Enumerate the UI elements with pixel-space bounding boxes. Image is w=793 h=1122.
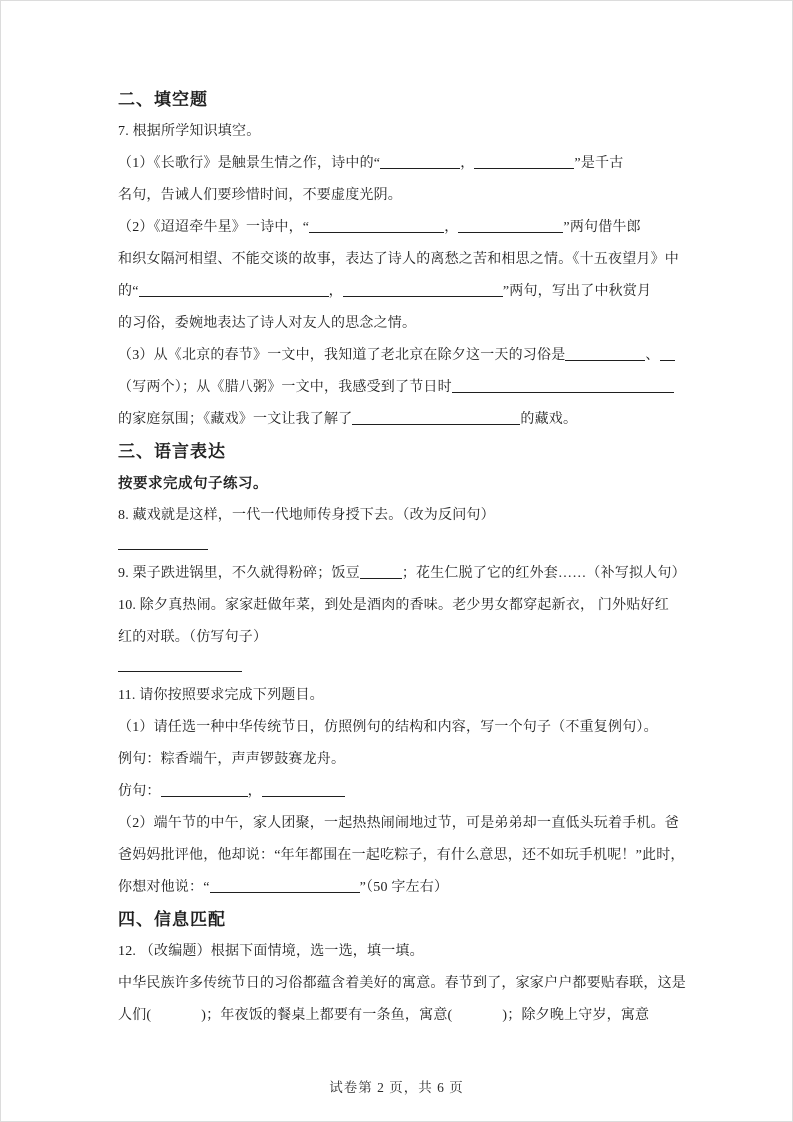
text-run: 8. 藏戏就是这样，一代一代地师传身授下去。（改为反问句） [118, 508, 495, 523]
text-run: 12. （改编题）根据下面情境，选一选，填一填。 [118, 944, 424, 959]
q10-line-2 [118, 622, 683, 654]
blank-underline [452, 379, 674, 393]
q7-3-line-2 [118, 372, 683, 404]
blank-underline [660, 347, 675, 361]
text-run: （2）《迢迢牵牛星》一诗中，“ [118, 220, 310, 235]
blank-underline [380, 155, 460, 169]
text-run: 四、信息匹配 [118, 910, 226, 929]
sentence-practice-instruction [118, 468, 683, 500]
text-run: 中华民族许多传统节日的习俗都蕴含着美好的寓意。春节到了，家家户户都要贴春联，这是 [118, 976, 686, 991]
q7-stem [118, 116, 683, 148]
q9-stem [118, 558, 686, 590]
text-run: 红的对联。（仿写句子） [118, 630, 268, 645]
text-run: ”是千古 [574, 156, 624, 171]
q7-2-line-3 [118, 276, 683, 308]
text-run: 的“ [118, 284, 139, 299]
q7-1-line-2 [118, 180, 683, 212]
text-run: 爸妈妈批评他，他却说：“年年都围在一起吃粽子，有什么意思，还不如玩手机呢！”此时， [118, 848, 685, 863]
section-heading-language [118, 436, 683, 468]
blank-underline [360, 565, 402, 579]
page-footer: 试卷第 2 页，共 6 页 [329, 1080, 464, 1095]
q12-stem [118, 936, 683, 968]
text-run: 仿句： [118, 784, 161, 799]
text-run: （2）端午节的中午，家人团聚，一起热热闹闹地过节，可是弟弟却一直低头玩着手机。爸 [118, 816, 679, 831]
blank-underline [474, 155, 574, 169]
blank-underline [343, 283, 503, 297]
blank-underline [210, 879, 360, 893]
blank-underline [565, 347, 645, 361]
text-run: （1）请任选一种中华传统节日，仿照例句的结构和内容，写一个句子（不重复例句）。 [118, 720, 658, 735]
blank-underline [458, 219, 563, 233]
text-run: （3）从《北京的春节》一文中，我知道了老北京在除夕这一天的习俗是 [118, 348, 566, 363]
q7-3-line-1 [118, 340, 683, 372]
blank-underline [118, 658, 242, 672]
answer-gap [151, 1018, 201, 1019]
blank-underline [118, 536, 208, 550]
q12-passage-line-2 [118, 1000, 683, 1032]
text-run: ；花生仁脱了它的红外套……（补写拟人句） [401, 566, 686, 581]
text-run: 例句：粽香端午，声声锣鼓赛龙舟。 [118, 752, 346, 767]
q7-2-line-2 [118, 244, 683, 276]
q8-stem [118, 500, 683, 532]
text-run: 你想对他说：“ [118, 880, 210, 895]
text-run: )；除夕晚上守岁，寓意 [502, 1008, 650, 1023]
text-run: 人们( [118, 1008, 152, 1023]
text-run: 的家庭氛围；《藏戏》一文让我了解了 [118, 412, 353, 427]
answer-gap [452, 1018, 502, 1019]
blank-underline [139, 283, 329, 297]
q7-3-line-3 [118, 404, 683, 436]
q10-line-1 [118, 590, 683, 622]
q11-1-imitation [118, 776, 683, 808]
text-run: ， [247, 784, 262, 799]
q7-1-line-1 [118, 148, 683, 180]
q11-1-example [118, 744, 683, 776]
blank-underline [352, 411, 520, 425]
text-run: 9. 栗子跌进锅里，不久就得粉碎；饭豆 [118, 566, 360, 581]
text-run: )；年夜饭的餐桌上都要有一条鱼，寓意( [201, 1008, 453, 1023]
text-run: ， [328, 284, 343, 299]
text-run: ， [460, 156, 475, 171]
q10-answer-line [118, 654, 683, 680]
text-run: 名句，告诫人们要珍惜时间，不要虚度光阴。 [118, 188, 402, 203]
text-run: 的藏戏。 [520, 412, 578, 427]
text-run: 二、填空题 [118, 90, 208, 109]
blank-underline [262, 783, 345, 797]
blank-underline [309, 219, 444, 233]
text-run: ”两句，写出了中秋赏月 [502, 284, 652, 299]
text-run: ， [444, 220, 459, 235]
blank-underline [161, 783, 248, 797]
text-run: 、 [645, 348, 660, 363]
q11-1-prompt [118, 712, 683, 744]
text-run: （写两个）；从《腊八粥》一文中，我感受到了节日时 [118, 380, 452, 395]
text-run: 的习俗，委婉地表达了诗人对友人的思念之情。 [118, 316, 417, 331]
q11-stem [118, 680, 683, 712]
text-run: 7. 根据所学知识填空。 [118, 124, 261, 139]
text-run: ”（50 字左右） [359, 880, 449, 895]
text-run: 11. 请你按照要求完成下列题目。 [118, 688, 324, 703]
section-heading-fill-blank [118, 84, 683, 116]
q7-2-line-4 [118, 308, 683, 340]
text-run: 和织女隔河相望、不能交谈的故事，表达了诗人的离愁之苦和相思之情。《十五夜望月》中 [118, 252, 679, 267]
text-run: 三、语言表达 [118, 442, 226, 461]
q7-2-line-1 [118, 212, 683, 244]
q12-passage-line-1 [118, 968, 686, 1000]
text-run: ”两句借牛郎 [563, 220, 641, 235]
q11-2-line-2 [118, 840, 683, 872]
section-heading-info-match [118, 904, 683, 936]
q11-2-line-3 [118, 872, 683, 904]
text-run: 10. 除夕真热闹。家家赶做年菜，到处是酒肉的香味。老少男女都穿起新衣， 门外贴好红 [118, 598, 669, 613]
q11-2-line-1 [118, 808, 683, 840]
text-run: （1）《长歌行》是触景生情之作，诗中的“ [118, 156, 381, 171]
text-run: 按要求完成句子练习。 [118, 476, 268, 492]
q8-answer-line [118, 532, 683, 558]
